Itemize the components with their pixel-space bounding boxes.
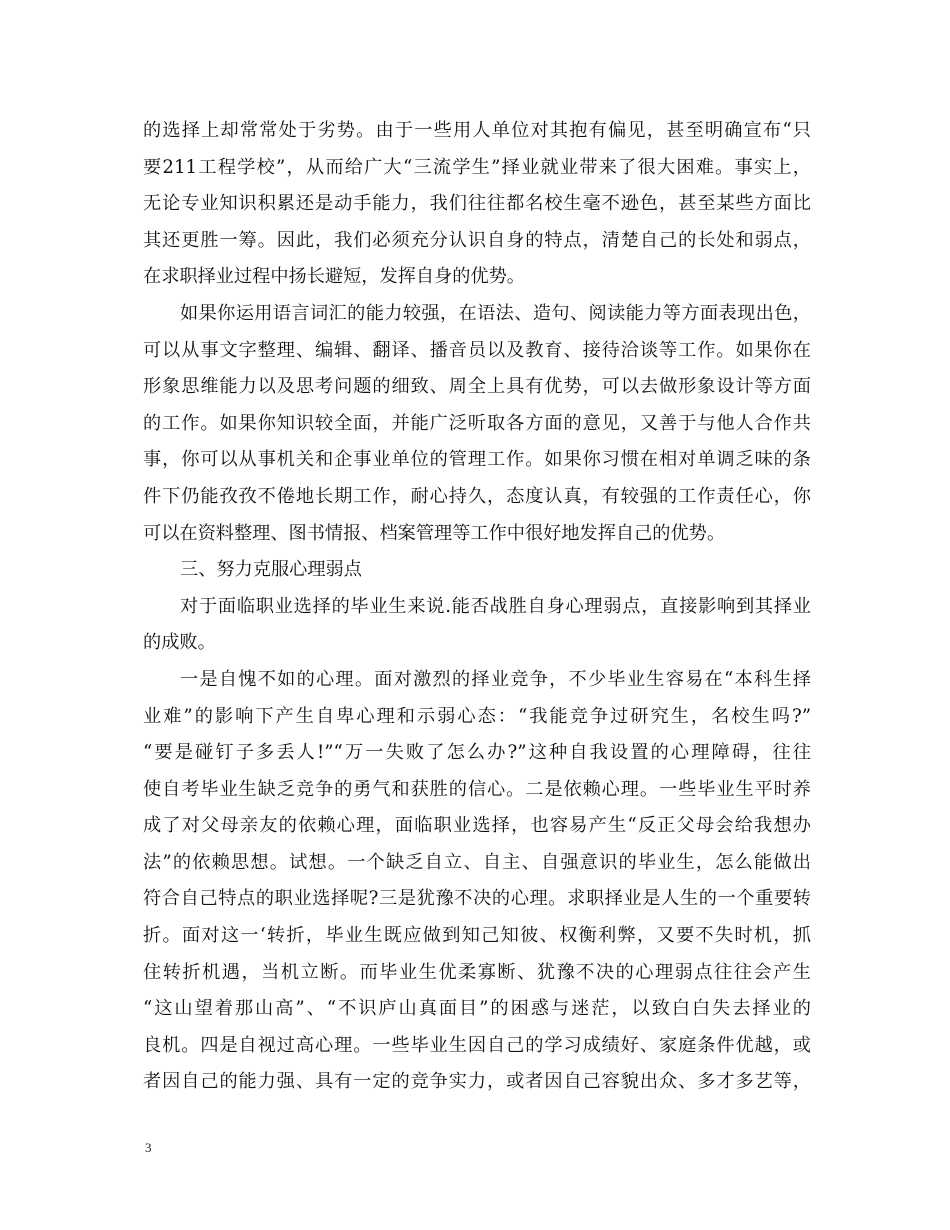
text-line: 者因自己的能力强、具有一定的竞争实力，或者因自己容貌出众、多才多艺等，: [143, 1071, 811, 1093]
text-line: 折。面对这一‘转折，毕业生既应做到知己知彼、权衡利弊，又要不失时机，抓: [143, 925, 811, 947]
text-line: 使自考毕业生缺乏竞争的勇气和获胜的信心。二是依赖心理。一些毕业生平时养: [143, 778, 811, 800]
text-line: 的成败。: [143, 632, 216, 654]
text-line: 良机。四是自视过高心理。一些毕业生因自己的学习成绩好、家庭条件优越，或: [143, 1034, 811, 1056]
text-line: 业难”的影响下产生自卑心理和示弱心态：“我能竞争过研究生，名校生吗?”: [143, 705, 811, 727]
text-line: 形象思维能力以及思考问题的细致、周全上具有优势，可以去做形象设计等方面: [143, 376, 811, 398]
text-line: 的选择上却常常处于劣势。由于一些用人单位对其抱有偏见，甚至明确宣布“只: [143, 120, 811, 141]
text-line: 可以从事文字整理、编辑、翻译、播音员以及教育、接待洽谈等工作。如果你在: [143, 339, 811, 361]
text-line: 住转折机遇，当机立断。而毕业生优柔寡断、犹豫不决的心理弱点往往会产生: [143, 961, 811, 983]
text-line: 对于面临职业选择的毕业生来说.能否战胜自身心理弱点，直接影响到其择业: [180, 595, 811, 617]
text-line: 在求职择业过程中扬长避短，发挥自身的优势。: [143, 266, 525, 288]
text-line: “这山望着那山高”、“不识庐山真面目”的困惑与迷茫，以致白白失去择业的: [143, 998, 811, 1020]
document-body: [143, 113, 811, 1101]
text-line: “要是碰钉子多丢人!”“万一失败了怎么办?”这种自我设置的心理障碍，往往: [143, 742, 811, 764]
text-line: 法”的依赖思想。试想。一个缺乏自立、自主、自强意识的毕业生，怎么能做出: [143, 851, 811, 873]
text-line: 的工作。如果你知识较全面，并能广泛听取各方面的意见，又善于与他人合作共: [143, 412, 811, 434]
text-line: 件下仍能孜孜不倦地长期工作，耐心持久，态度认真，有较强的工作责任心，你: [143, 485, 811, 507]
text-line: 无论专业知识积累还是动手能力，我们往往都名校生毫不逊色，甚至某些方面比: [143, 193, 811, 215]
text-line: 三、努力克服心理弱点: [180, 559, 362, 581]
text-line: 其还更胜一筹。因此，我们必须充分认识自身的特点，清楚自己的长处和弱点，: [143, 229, 811, 251]
text-line: 如果你运用语言词汇的能力较强，在语法、造句、阅读能力等方面表现出色，: [180, 302, 811, 324]
text-line: 一是自愧不如的心理。面对激烈的择业竞争，不少毕业生容易在“本科生择: [180, 668, 811, 690]
text-line: 要211工程学校”，从而给广大“三流学生”择业就业带来了很大困难。事实上，: [143, 156, 811, 178]
text-line: 符合自己特点的职业选择呢?三是犹豫不决的心理。求职择业是人生的一个重要转: [143, 888, 811, 910]
text-line: 可以在资料整理、图书情报、档案管理等工作中很好地发挥自己的优势。: [143, 522, 726, 544]
text-line: 成了对父母亲友的依赖心理，面临职业选择，也容易产生“反正父母会给我想办: [143, 815, 811, 837]
page-number: 3: [145, 1140, 152, 1155]
text-line: 事，你可以从事机关和企事业单位的管理工作。如果你习惯在相对单调乏味的条: [143, 449, 811, 471]
